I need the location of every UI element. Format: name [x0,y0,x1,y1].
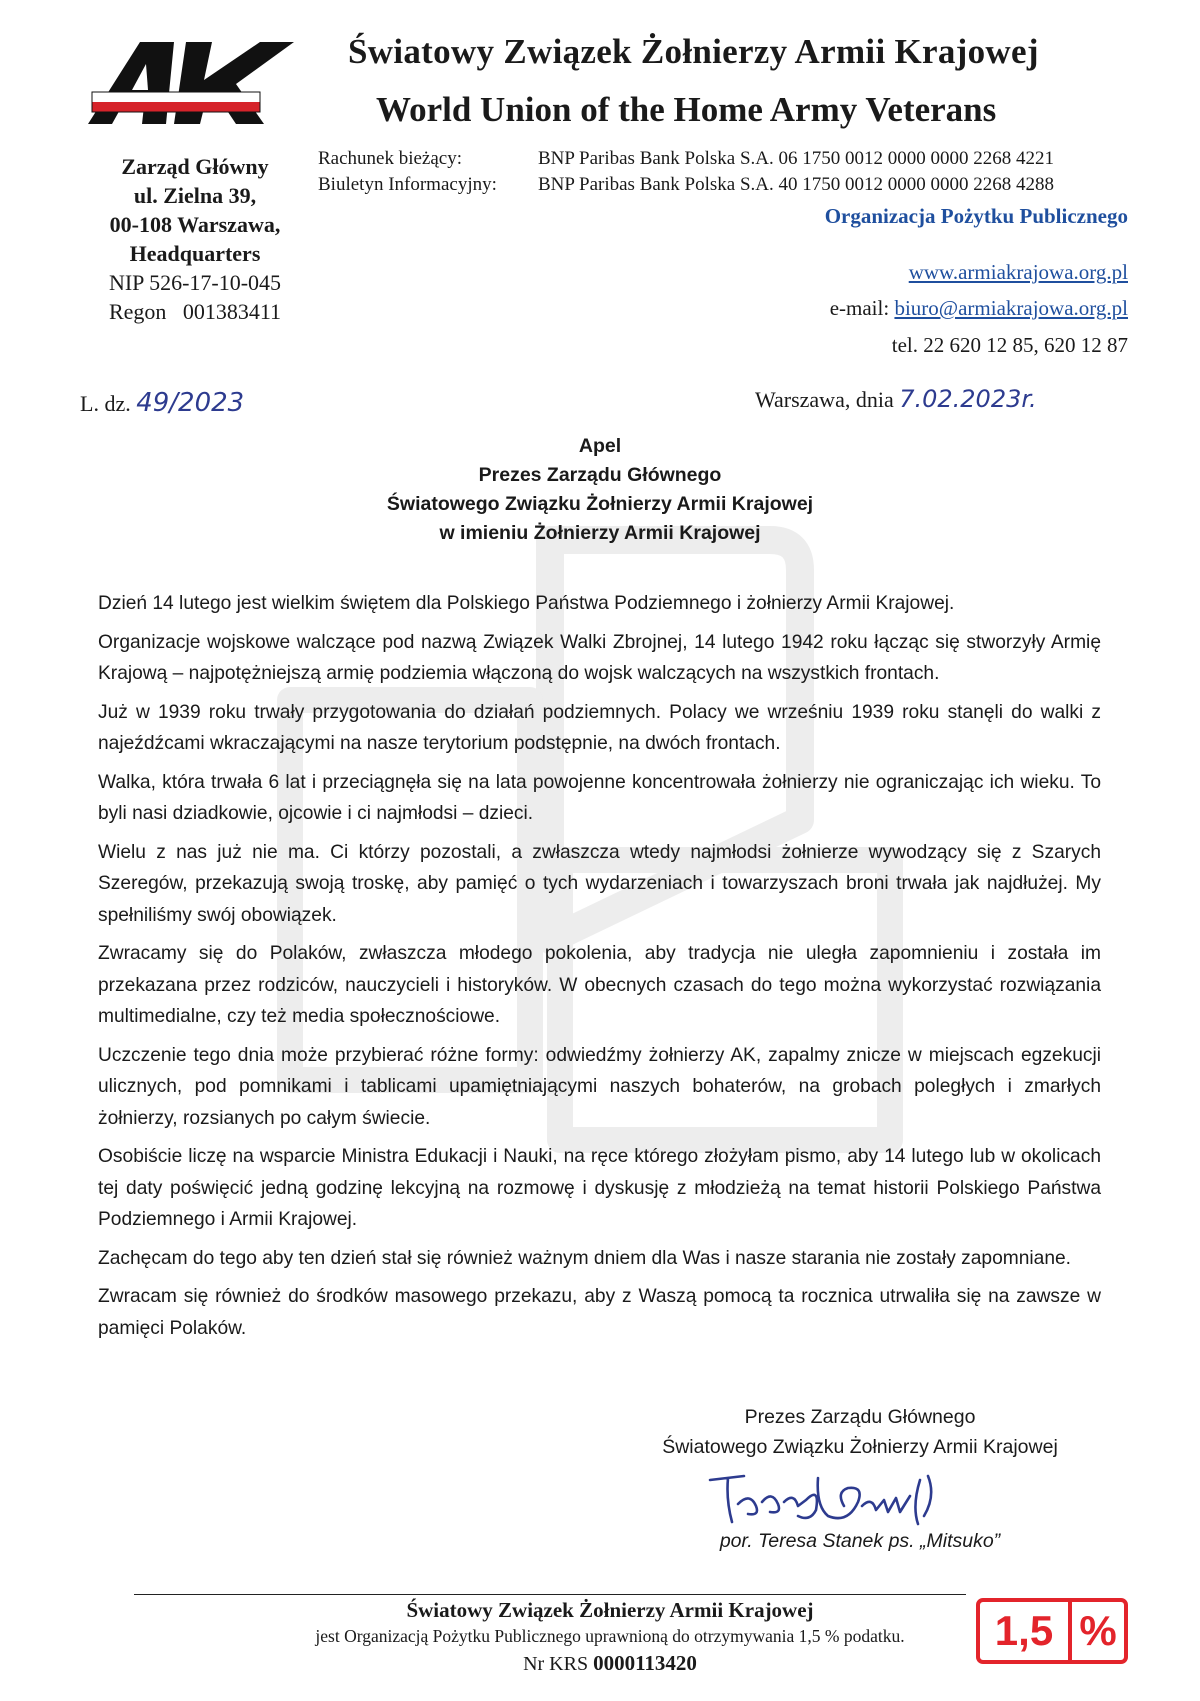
bank-accounts [318,146,1054,198]
footer-org-name: Światowy Związek Żołnierzy Armii Krajowej [406,1598,814,1622]
nip: NIP 526-17-10-045 [108,270,282,295]
body-paragraph: Już w 1939 roku trwały przygotowania do działań podziemnych. Polacy we wrześniu 1939 roku stanęli do walki z najeźdźcami wkraczającymi na nasze terytorium podstępnie, na dwóch frontach. [98,701,1101,754]
hq-line: Headquarters [129,241,261,266]
tax-percent-badge [976,1598,1128,1664]
body-paragraph: Zachęcam do tego aby ten dzień stał się również ważnym dniem dla Was i nasze starania nie zostały zapomniane. [98,1247,1072,1269]
body-paragraph: Wielu z nas już nie ma. Ci którzy pozostali, a zwłaszcza wtedy najmłodsi żołnierze wywodzący się z Szarych Szeregów, przekazują swoją troskę, aby pamięć o tych wydarzeniach i towarzyszach broni trwała jak najdłużej. My spełniliśmy swój obowiązek. [98,841,1101,926]
badge-percent-sign: % [1079,1607,1117,1654]
org-title-polish: Światowy Związek Żołnierzy Armii Krajowej [348,32,1039,71]
body-paragraph: Osobiście liczę na wsparcie Ministra Edukacji i Nauki, na ręce którego złożyłam pismo, aby 14 lutego lub w okolicach tej daty poświęcić jedną godzinę lekcyjną na rozmowę i dyskusję z młodzieżą na temat historii Polskiego Państwa Podziemnego i Armii Krajowej. [98,1146,1101,1230]
hq-line: 00-108 Warszawa, [109,212,281,237]
heading-line: Prezes Zarządu Głównego [478,464,722,486]
account-current-label: Rachunek bieżący: [318,148,463,169]
signature-title-line: Światowego Związku Żołnierzy Armii Krajowej [662,1436,1058,1458]
signature-block [560,1402,1160,1462]
email-row [830,296,1128,321]
email-label: e-mail: [829,296,890,320]
headquarters-block [60,152,330,326]
account-bulletin-label: Biuletyn Informacyjny: [318,174,497,195]
heading-line: Światowego Związku Żołnierzy Armii Krajowej [386,493,814,515]
ak-logo [88,36,320,128]
krs-label: Nr KRS [523,1653,589,1675]
ldz-label: L. dz. [80,391,131,416]
regon: Regon 001383411 [108,299,282,324]
letter-body [98,588,1101,1351]
date-label: Warszawa, dnia [755,387,894,412]
hq-line: ul. Zielna 39, [133,183,257,208]
public-benefit-org-label: Organizacja Pożytku Publicznego [824,204,1128,228]
appeal-heading [0,432,1200,548]
heading-line: Apel [578,435,622,457]
body-paragraph: Dzień 14 lutego jest wielkim świętem dla Polskiego Państwa Podziemnego i żołnierzy Armii Krajowej. [98,593,955,614]
website-link[interactable]: www.armiakrajowa.org.pl [908,260,1128,284]
hq-line: Zarząd Główny [121,154,269,179]
body-paragraph: Zwracamy się do Polaków, zwłaszcza młodego pokolenia, aby tradycja nie uległa zapomnieniu i została im przekazana przez rodziców, nauczycieli i historyków. W obecnych czasach do tego można wykorzystać rozwiązania multimedialne, czy też media społecznościowe. [98,943,1101,1027]
footer-text [200,1596,1020,1679]
ldz-handwritten-value: 49/2023 [136,388,245,418]
body-paragraph: Organizacje wojskowe walczące pod nazwą Związek Walki Zbrojnej, 14 lutego 1942 roku łącząc się stworzyły Armię Krajową – najpotężniejszą armię podziemia włączoną do wojsk walczących na wszystkich frontach. [98,631,1101,684]
body-paragraph: Walka, która trwała 6 lat i przeciągnęła się na lata powojenne koncentrowała żołnierzy nie ograniczając ich wieku. To byli nasi dziadkowie, ojcowie i ci najmłodsi – dzieci. [98,771,1101,824]
reference-number [80,388,244,418]
telephone: tel. 22 620 12 85, 620 12 87 [891,333,1128,357]
letter-date [755,385,1037,413]
account-current-value: BNP Paribas Bank Polska S.A. 06 1750 0012 0000 0000 2268 4221 [538,148,1055,169]
body-paragraph: Zwracam się również do środków masowego przekazu, aby z Waszą pomocą ta rocznica utrwaliła się na zawsze w pamięci Polaków. [98,1286,1101,1339]
body-paragraph: Uczczenie tego dnia może przybierać różne formy: odwiedźmy żołnierzy AK, zapalmy znicze w miejscach egzekucji ulicznych, pod pomnikami i tablicami upamiętniającymi naszych bohaterów, na grobach poległych i zmarłych żołnierzy, rozsianych po całym świecie. [98,1044,1101,1129]
handwritten-signature [698,1466,958,1530]
signatory-name: por. Teresa Stanek ps. „Mitsuko” [719,1530,1001,1552]
footer-krs [200,1648,1020,1679]
krs-value: 0000113420 [593,1651,697,1675]
email-link[interactable]: biuro@armiakrajowa.org.pl [894,296,1128,320]
badge-number: 1,5 [980,1602,1072,1660]
account-bulletin-value: BNP Paribas Bank Polska S.A. 40 1750 0012 0000 0000 2268 4288 [538,174,1055,195]
footer-divider [134,1594,966,1595]
org-title-english: World Union of the Home Army Veterans [376,90,997,129]
footer-opp-note: jest Organizacją Pożytku Publicznego uprawnioną do otrzymywania 1,5 % podatku. [315,1626,905,1646]
date-handwritten-value: 7.02.2023r. [899,385,1037,413]
account-current-row [318,146,1054,172]
heading-line: w imieniu Żołnierzy Armii Krajowej [439,522,761,544]
account-bulletin-row [318,172,1054,198]
signature-title-line: Prezes Zarządu Głównego [744,1406,976,1428]
